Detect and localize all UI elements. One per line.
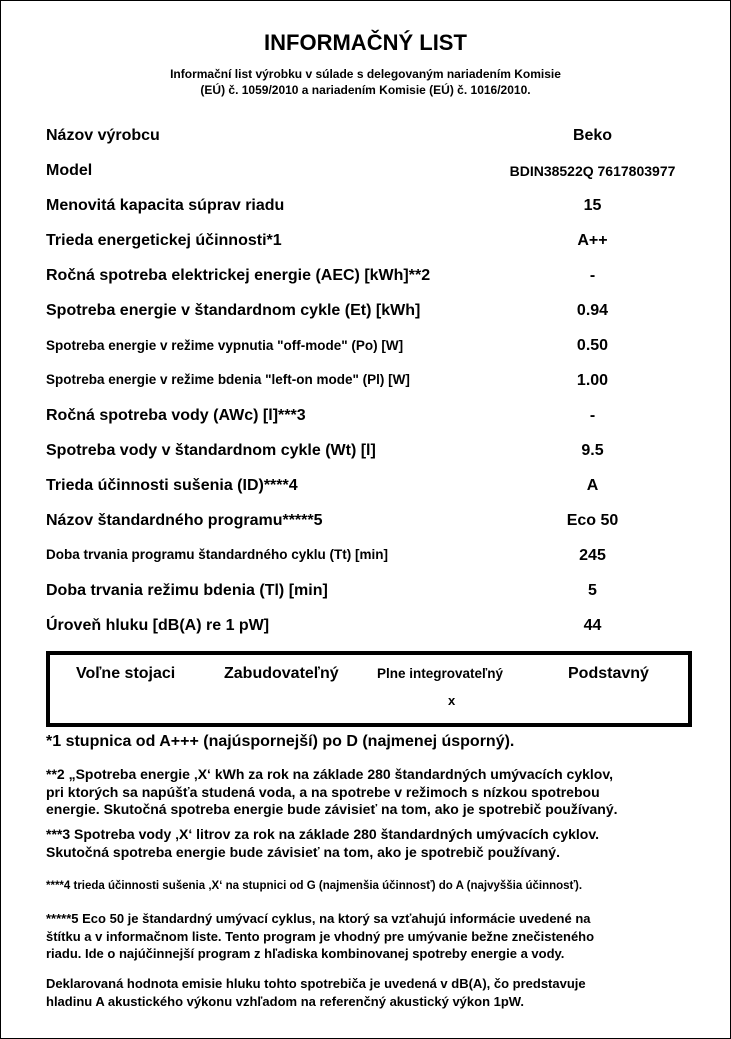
row-label-model: Model — [46, 162, 93, 179]
row-label-manufacturer: Názov výrobcu — [46, 127, 160, 144]
row-value-manufacturer: Beko — [572, 127, 613, 144]
row-label-drying-class: Trieda účinnosti sušenia (ID)****4 — [46, 477, 298, 494]
row-value-off-mode: 0.50 — [576, 337, 609, 354]
footnote-4: ****4 trieda účinnosti sušenia ‚X‘ na stupnici od G (najmenšia účinnosť) do A (najvyššia účinnosť). — [46, 880, 583, 892]
row-value-annual-energy: - — [589, 267, 596, 284]
row-value-cycle-energy: 0.94 — [576, 302, 609, 319]
footnote-5-line-1: *****5 Eco 50 je štandardný umývací cyklus, na ktorý sa vzťahujú informácie uvedené na — [46, 911, 591, 926]
row-label-energy-class: Trieda energetickej účinnosti*1 — [46, 232, 282, 249]
footnote-5-line-3: riadu. Ide o najúčinnejší program z hľadiska kombinovanej spotreby energie a vody. — [46, 946, 565, 961]
row-label-left-on-mode: Spotreba energie v režime bdenia "left-on mode" (Pl) [W] — [46, 372, 410, 387]
row-label-cycle-energy: Spotreba energie v štandardnom cykle (Et) [kWh] — [46, 302, 421, 319]
footnote-2-line-3: energie. Skutočná spotreba energie bude závisieť na tom, ako je spotrebič používaný. — [46, 801, 618, 817]
noise-declaration-line-2: hladinu A akustického výkonu vzhľadom na referenčný akustický výkon 1pW. — [46, 993, 524, 1009]
fully-integrated-mark: x — [448, 693, 456, 708]
footnote-1: *1 stupnica od A+++ (najúspornejší) po D (najmenej úsporný). — [46, 733, 515, 750]
row-label-off-mode: Spotreba energie v režime vypnutia "off-mode" (Po) [W] — [46, 338, 404, 353]
row-value-standard-program: Eco 50 — [566, 512, 619, 529]
fully-integrated-label: Plne integrovateľný — [377, 666, 503, 681]
noise-declaration — [46, 975, 696, 1010]
row-value-annual-water: - — [589, 407, 596, 424]
row-label-cycle-water: Spotreba vody v štandardnom cykle (Wt) [l] — [46, 442, 376, 459]
footnote-3-line-2: Skutočná spotreba energie bude závisieť na tom, ako je spotrebič používaný. — [46, 843, 560, 860]
row-value-drying-class: A — [586, 477, 599, 494]
built-under-label: Zabudovateľný — [224, 665, 339, 682]
subtitle-line-1: Informační list výrobku v súlade s delegovaným nariadením Komisie — [170, 67, 561, 81]
row-value-cycle-water: 9.5 — [581, 442, 604, 459]
row-label-left-on-duration: Doba trvania režimu bdenia (Tl) [min] — [46, 582, 328, 599]
footnote-3 — [46, 826, 696, 861]
footnote-5-line-2: štítku a v informačnom liste. Tento program je vhodný pre umývanie bežne znečisteného — [46, 928, 595, 944]
row-value-capacity: 15 — [583, 197, 602, 214]
row-label-standard-program: Názov štandardného programu*****5 — [46, 512, 323, 529]
page-title: INFORMAČNÝ LIST — [264, 30, 467, 55]
row-value-left-on-mode: 1.00 — [576, 372, 609, 389]
footnote-2-line-2: pri ktorých sa napúšťa studená voda, a na spotrebe v režimoch s nízkou spotrebou — [46, 783, 600, 800]
footnote-3-line-1: ***3 Spotreba vody ‚X‘ litrov za rok na základe 280 štandardných umývacích cyklov. — [46, 826, 599, 842]
row-value-noise: 44 — [583, 617, 602, 634]
row-label-capacity: Menovitá kapacita súprav riadu — [46, 197, 285, 214]
row-value-program-duration: 245 — [579, 547, 606, 564]
row-value-model: BDIN38522Q 7617803977 — [509, 163, 676, 179]
footnote-2-line-1: **2 „Spotreba energie ‚X‘ kWh za rok na základe 280 štandardných umývacích cyklov, — [46, 766, 613, 782]
footnote-2 — [46, 766, 696, 819]
row-label-program-duration: Doba trvania programu štandardného cyklu (Tt) [min] — [46, 547, 389, 562]
subtitle-line-2: (EÚ) č. 1059/2010 a nariadením Komisie (EÚ) č. 1016/2010. — [200, 83, 531, 97]
row-value-left-on-duration: 5 — [588, 582, 597, 599]
page-subtitle — [0, 66, 731, 98]
row-label-annual-water: Ročná spotreba vody (AWc) [l]***3 — [46, 407, 306, 424]
row-label-noise: Úroveň hluku [dB(A) re 1 pW] — [46, 617, 270, 634]
noise-declaration-line-1: Deklarovaná hodnota emisie hluku tohto spotrebiča je uvedená v dB(A), čo predstavuje — [46, 976, 586, 991]
free-standing-label: Voľne stojaci — [76, 665, 176, 682]
installation-type-box — [46, 651, 692, 727]
row-value-energy-class: A++ — [577, 232, 608, 249]
under-counter-label: Podstavný — [568, 665, 649, 682]
row-label-annual-energy: Ročná spotreba elektrickej energie (AEC) [kWh]**2 — [46, 267, 431, 284]
footnote-5 — [46, 910, 696, 963]
